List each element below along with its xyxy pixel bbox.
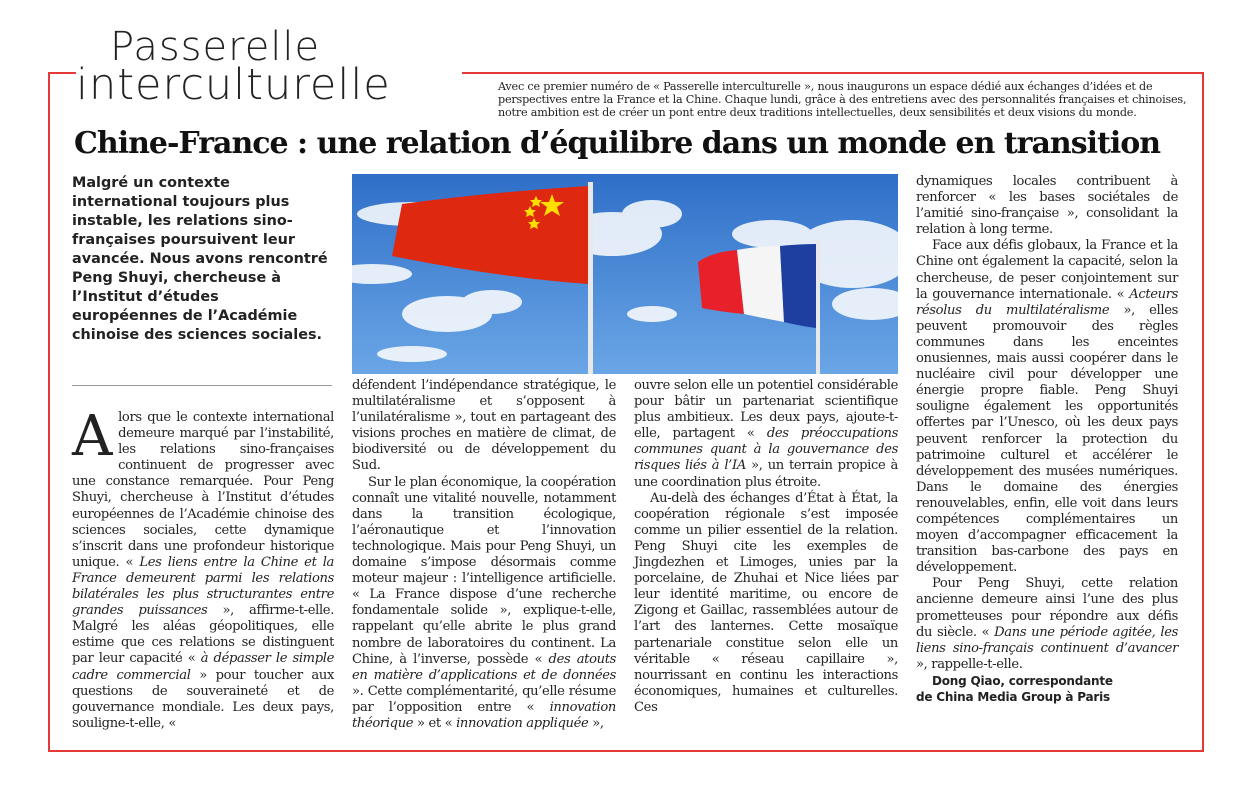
body-text: lors que le contexte international demeure marqué par l’instabilité, les relations sino-françaises continuent de progresser avec une constance remarquée. Pour Peng Shuyi, chercheuse à l’Institut d’études européennes de l’Académie chinoise des sciences sociales, cette dynamique s’inscrit dans une profondeur historique unique. « — [72, 410, 334, 570]
body-text: » et « — [413, 715, 457, 731]
body-text: », rappelle-t-elle. — [916, 656, 1023, 672]
lead-divider — [72, 385, 332, 386]
quote-text: à dépasser le simple cadre commercial — [72, 651, 334, 683]
body-paragraph — [916, 576, 1178, 673]
quote-text: des atouts en matière d’applications et de données — [352, 651, 616, 683]
body-column-1 — [72, 404, 335, 732]
rubric-logo-line1: Passerelle — [110, 24, 321, 70]
body-text: » pour toucher aux questions de souveraineté et de gouvernance mondiale. Les deux pays, souligne-t-elle, « — [72, 667, 334, 731]
body-text: ouvre selon elle un potentiel considérable pour bâtir un partenariat scientifique plus ambitieux. Les deux pays, ajoute-t-elle, partagent « — [634, 378, 898, 442]
body-paragraph: Au-delà des échanges d’État à État, la coopération régionale s’est imposée comme un pilier essentiel de la relation. Peng Shuyi cite les exemples de Jingdezhen et Limoges, unies par la porcelaine, de Zhuhai et Nice liées par leur identité maritime, ou encore de Zigong et Gaillac, rassemblées autour de l’art des lanternes. Cette mosaïque partenariale constitue selon elle un véritable « réseau capillaire », nourrissant en continu les interactions économiques, humaines et culturelles. Ces — [634, 490, 898, 715]
body-text: », elles peuvent promouvoir des règles communes dans les enceintes onusiennes, mais aussi coopérer dans le nucléaire civil pour développer une énergie propre fiable. Peng Shuyi souligne également les opportunités offertes par l’Unesco, où les deux pays peuvent renforcer la protection du patrimoine culturel et accélérer le développement des musées numériques. Dans le domaine des énergies renouvelables, enfin, elle voit dans leurs compétences complémentaires un moyen d’accompagner efficacement la transition bas-carbone des pays en développement. — [916, 302, 1178, 576]
author-signature — [916, 673, 1178, 705]
body-text: », — [588, 715, 604, 731]
quote-text: innovation théorique — [352, 699, 616, 731]
quote-text: Les liens entre la Chine et la France demeurent parmi les relations bilatérales les plus structurantes entre grandes puissances — [72, 554, 334, 619]
france-flag-blue — [780, 244, 816, 328]
author-name: Dong Qiao, correspondante — [932, 673, 1113, 688]
body-paragraph — [916, 238, 1178, 576]
body-paragraph — [634, 378, 898, 491]
quote-text: des préoccupations communes quant à la gouvernance des risques liés à l’IA — [634, 426, 899, 474]
body-text: », un terrain propice à une coordination plus étroite. — [634, 458, 899, 490]
body-text: Face aux défis globaux, la France et la Chine ont également la capacité, selon la chercheuse, de peser conjointement sur la gouvernance internationale. « — [916, 238, 1178, 302]
body-column-3 — [634, 378, 898, 716]
quote-text: Dans une période agitée, les liens sino-français continuent d’avancer — [916, 624, 1178, 656]
article-lead: Malgré un contexte international toujours plus instable, les relations sino-françaises poursuivent leur avancée. Nous avons rencontré Peng Shuyi, chercheuse à l’Institut d’études européennes de l’Académie chinoise des sciences sociales. — [72, 175, 328, 343]
body-text: ». Cette complémentarité, qu’elle résume par l’opposition entre « — [352, 683, 616, 715]
body-column-2 — [352, 378, 616, 732]
rubric-intro: Avec ce premier numéro de « Passerelle interculturelle », nous inaugurons un espace dédié aux échanges d’idées et de perspectives entre la France et la Chine. Chaque lundi, grâce à des entretiens avec des personnalités françaises et chinoises, notre ambition est de créer un pont entre deux traditions intellectuelles, deux sensibilités et deux visions du monde. — [498, 80, 1187, 119]
body-paragraph: dynamiques locales contribuent à renforcer « les bases sociétales de l’amitié sino-française », consolidant la relation à long terme. — [916, 174, 1178, 238]
rubric-logo — [76, 24, 462, 110]
body-paragraph — [352, 475, 616, 733]
france-flag-red — [698, 250, 744, 314]
body-text: Pour Peng Shuyi, cette relation ancienne demeure ainsi l’une des plus prometteuses pour répondre aux défis du siècle. « — [916, 576, 1178, 640]
body-paragraph — [72, 404, 335, 732]
body-text: », affirme-t-elle. Malgré les aléas géopolitiques, elle estime que ces relations se distinguent par leur capacité « — [72, 603, 335, 667]
drop-cap: A — [72, 404, 113, 469]
quote-text: Acteurs résolus du multilatéralisme — [916, 286, 1178, 318]
rubric-logo-line2: interculturelle — [76, 60, 391, 110]
author-affiliation: de China Media Group à Paris — [916, 689, 1110, 704]
france-flag-white — [737, 246, 784, 322]
china-flag-pole — [588, 182, 593, 374]
quote-text: innovation appliquée — [456, 715, 589, 731]
body-column-4 — [916, 174, 1178, 705]
flags-photo — [352, 174, 898, 374]
body-paragraph: défendent l’indépendance stratégique, le multilatéralisme et s’opposent à l’unilatéralisme », tout en partageant des visions proches en matière de climat, de biodiversité ou de développement du Sud. — [352, 378, 616, 474]
france-flag-pole — [816, 240, 820, 374]
article-headline: Chine-France : une relation d’équilibre dans un monde en transition — [74, 126, 1161, 161]
body-text: Sur le plan économique, la coopération connaît une vitalité nouvelle, notamment dans la transition écologique, l’aéronautique et l’innovation technologique. Mais pour Peng Shuyi, un domaine s’impose désormais comme moteur majeur : l’intelligence artificielle. « La France dispose d’une recherche fondamentale solide », explique-t-elle, rappelant qu’elle abrite le plus grand nombre de laboratoires du continent. La Chine, à l’inverse, possède « — [352, 474, 616, 667]
